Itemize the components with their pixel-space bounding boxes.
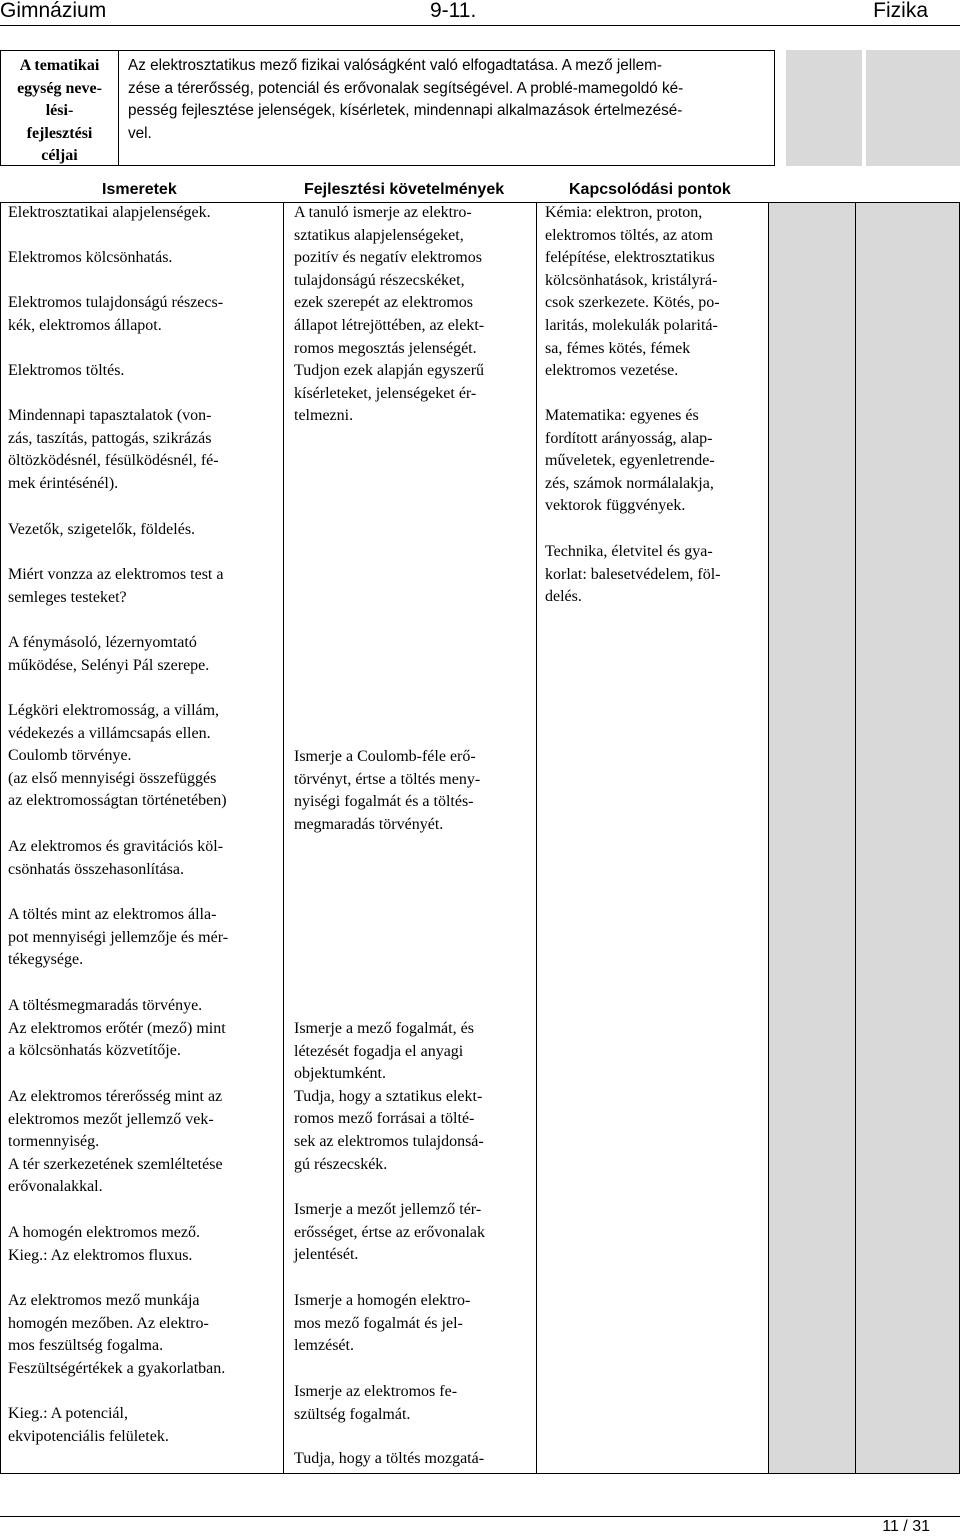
text-line: erővonalakkal.: [8, 1178, 103, 1196]
text-line: Elektromos töltés.: [8, 362, 125, 379]
text-line: Ismerje a mezőt jellemző tér-: [294, 1201, 482, 1218]
text-line: felépítése, elektrosztatikus: [545, 249, 715, 267]
text-line: tékegysége.: [8, 951, 84, 969]
text-line: Tudja, hogy a sztatikus elekt-: [294, 1087, 483, 1105]
requirement-item: [294, 1381, 457, 1426]
text-line: nyiségi fogalmát és a töltés-: [294, 793, 474, 811]
goal-line: Az elektrosztatikus mező fizikai valóságként való elfogadtatása. A mező jellem-: [128, 57, 662, 74]
text-line: semleges testeket?: [8, 588, 127, 606]
header-rule: [0, 25, 960, 26]
column-header-connections: Kapcsolódási pontok: [569, 181, 731, 198]
column-header-requirements: Fejlesztési követelmények: [304, 181, 505, 198]
text-line: az elektromosságtan történetében): [8, 792, 227, 810]
text-line: romos mező forrásai a tölté-: [294, 1110, 475, 1128]
text-line: Vezetők, szigetelők, földelés.: [8, 521, 196, 538]
knowledge-item: [8, 247, 172, 270]
text-line: csok szerkezete. Kötés, po-: [545, 294, 720, 312]
text-line: elektromos töltés, az atom: [545, 226, 713, 244]
text-line: delés.: [545, 588, 582, 606]
knowledge-item: [8, 519, 195, 542]
header-grade: 9-11.: [430, 0, 477, 22]
goal-line: pesség fejlesztése jelenségek, kísérletek, mindennapi alkalmazások értelmezésé-: [128, 102, 683, 120]
unit-goal-box: [0, 50, 775, 166]
text-line: Kieg.: Az elektromos fluxus.: [8, 1246, 193, 1264]
text-line: gú részecskék.: [294, 1155, 388, 1173]
requirement-item: [294, 202, 484, 428]
knowledge-item: [8, 632, 209, 677]
text-line: lemzését.: [294, 1337, 354, 1355]
text-line: Ismerje a Coulomb-féle erő-: [294, 748, 476, 765]
text-line: elektromos mezőt jellemző vek-: [8, 1110, 214, 1128]
text-line: pot mennyiségi jellemzője és mér-: [8, 928, 229, 946]
text-line: erősséget, értse az erővonalak: [294, 1223, 486, 1241]
text-line: mek érintésénél).: [8, 474, 119, 492]
text-line: Elektromos kölcsönhatás.: [8, 249, 173, 266]
text-line: tulajdonságú részecskéket,: [294, 271, 465, 289]
text-line: Az elektromos térerősség mint az: [8, 1088, 223, 1105]
connection-item: [545, 405, 715, 518]
text-line: Az elektromos és gravitációs köl-: [8, 838, 224, 855]
knowledge-item: [8, 405, 219, 495]
header-school: Gimnázium: [0, 0, 107, 22]
text-line: állapot létrejöttében, az elekt-: [294, 316, 485, 334]
text-line: telmezni.: [294, 407, 354, 425]
text-line: romos megosztás jelenségét.: [294, 339, 477, 357]
knowledge-item: [8, 202, 211, 225]
connection-item: [545, 541, 720, 609]
text-line: zés, számok normálalakja,: [545, 474, 714, 492]
text-line: Ismerje a homogén elektro-: [294, 1292, 471, 1309]
text-line: Ismerje a mező fogalmát, és: [294, 1020, 474, 1037]
text-line: Ismerje az elektromos fe-: [294, 1383, 458, 1400]
text-line: Kieg.: A potenciál,: [8, 1405, 128, 1422]
text-line: laritás, molekulák polaritá-: [545, 316, 718, 334]
knowledge-item: [8, 1290, 225, 1380]
hours-column-right: [856, 203, 959, 1473]
text-line: Légköri elektromosság, a villám,: [8, 702, 220, 719]
hours-column-left: [769, 203, 855, 1473]
text-line: elektromos vezetése.: [545, 362, 679, 380]
hours-cell-right: [866, 50, 960, 166]
text-line: mos mező fogalmát és jel-: [294, 1314, 463, 1332]
requirement-item: [294, 1199, 485, 1267]
knowledge-item: [8, 995, 226, 1063]
requirement-item: [294, 1448, 484, 1471]
header-subject: Fizika: [873, 0, 928, 22]
text-line: Kémia: elektron, proton,: [545, 204, 703, 221]
text-line: sek az elektromos tulajdonsá-: [294, 1132, 484, 1150]
text-line: homogén mezőben. Az elektro-: [8, 1314, 209, 1332]
column-separator: [283, 203, 284, 1473]
requirement-item: [294, 1018, 484, 1176]
text-line: vektorok függvények.: [545, 497, 686, 515]
requirement-item: [294, 1290, 470, 1358]
goal-line: zése a térerősség, potenciál és erővonalak segítségével. A problé-mamegoldó ké-: [128, 79, 684, 97]
text-line: A töltésmegmaradás törvénye.: [8, 997, 203, 1014]
knowledge-item: [8, 360, 124, 383]
page-number: 11 / 31: [882, 1518, 930, 1535]
text-line: működése, Selényi Pál szerepe.: [8, 656, 210, 674]
text-line: létezését fogadja el anyagi: [294, 1042, 464, 1060]
text-line: kölcsönhatások, kristályrá-: [545, 271, 718, 289]
text-line: Coulomb törvénye.: [8, 747, 132, 765]
text-line: megmaradás törvényét.: [294, 815, 444, 833]
text-line: Technika, életvitel és gya-: [545, 543, 713, 560]
text-line: zás, taszítás, pattogás, szikrázás: [8, 429, 212, 447]
unit-label: [2, 55, 117, 168]
text-line: jelentését.: [294, 1246, 359, 1264]
text-line: A töltés mint az elektromos álla-: [8, 906, 217, 923]
knowledge-item: [8, 292, 223, 337]
text-line: korlat: balesetvédelem, föl-: [545, 565, 721, 583]
goal-line: vel.: [128, 124, 152, 142]
text-line: pozitív és negatív elektromos: [294, 249, 482, 267]
unit-label-line: fejlesztési: [26, 124, 93, 142]
text-line: ezek szerepét az elektromos: [294, 294, 474, 312]
knowledge-item: [8, 564, 223, 609]
text-line: szültség fogalmát.: [294, 1405, 411, 1423]
text-line: műveletek, egyenletrende-: [545, 452, 715, 470]
text-line: sztatikus alapjelenségeket,: [294, 226, 464, 244]
unit-goal-text: [128, 55, 768, 145]
text-line: törvényt, értse a töltés meny-: [294, 770, 481, 788]
knowledge-item: [8, 836, 223, 881]
column-separator: [536, 203, 537, 1473]
text-line: Az elektromos mező munkája: [8, 1292, 200, 1309]
text-line: mos feszültség fogalma.: [8, 1337, 164, 1355]
text-line: kék, elektromos állapot.: [8, 316, 162, 334]
knowledge-item: [8, 700, 227, 813]
text-line: Elektromos tulajdonságú részecs-: [8, 294, 224, 311]
connection-item: [545, 202, 720, 383]
text-line: objektumként.: [294, 1065, 386, 1083]
column-header-knowledge: Ismeretek: [102, 181, 177, 198]
text-line: (az első mennyiségi összefüggés: [8, 769, 217, 787]
text-line: A tér szerkezetének szemléltetése: [8, 1155, 223, 1173]
text-line: Tudja, hogy a töltés mozgatá-: [294, 1450, 485, 1467]
knowledge-item: [8, 1086, 223, 1199]
text-line: A homogén elektromos mező.: [8, 1224, 200, 1241]
text-line: A fénymásoló, lézernyomtató: [8, 634, 197, 651]
text-line: Mindennapi tapasztalatok (von-: [8, 407, 212, 424]
text-line: a kölcsönhatás közvetítője.: [8, 1042, 181, 1060]
hours-cell-left: [786, 50, 862, 166]
text-line: Matematika: egyenes és: [545, 407, 699, 424]
text-line: Miért vonzza az elektromos test a: [8, 566, 224, 583]
text-line: ekvipotenciális felületek.: [8, 1427, 169, 1445]
text-line: védekezés a villámcsapás ellen.: [8, 724, 211, 742]
unit-label-line: lési-: [45, 102, 74, 120]
unit-label-line: A tematikai: [19, 57, 100, 74]
text-line: kísérleteket, jelenségeket ér-: [294, 384, 477, 402]
unit-label-line: egység neve-: [17, 79, 102, 97]
unit-box-divider: [118, 51, 119, 165]
knowledge-item: [8, 904, 228, 972]
requirement-item: [294, 746, 480, 836]
knowledge-item: [8, 1403, 169, 1448]
footer-rule: [0, 1516, 960, 1517]
unit-label-line: céljai: [41, 147, 78, 165]
text-line: fordított arányosság, alap-: [545, 429, 713, 447]
text-line: Feszültségértékek a gyakorlatban.: [8, 1359, 226, 1377]
text-line: sa, fémes kötés, fémek: [545, 339, 691, 357]
knowledge-item: [8, 1222, 200, 1267]
text-line: Tudjon ezek alapján egyszerű: [294, 362, 485, 380]
text-line: Elektrosztatikai alapjelenségek.: [8, 204, 211, 221]
text-line: csönhatás összehasonlítása.: [8, 860, 184, 878]
running-header: [0, 0, 960, 24]
text-line: Az elektromos erőtér (mező) mint: [8, 1019, 226, 1037]
text-line: A tanuló ismerje az elektro-: [294, 204, 472, 221]
text-line: tormennyiség.: [8, 1133, 100, 1151]
text-line: öltözködésnél, fésülködésnél, fé-: [8, 452, 219, 470]
